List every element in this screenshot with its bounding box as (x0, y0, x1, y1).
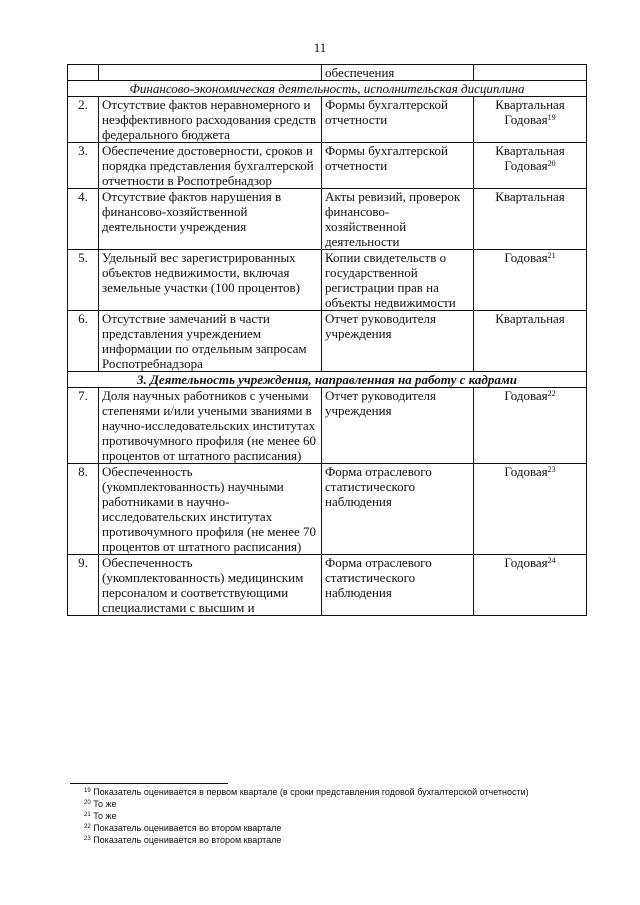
table-row (68, 97, 587, 143)
period-cell (474, 65, 587, 81)
indicator-cell: Обеспеченность (укомплектованность) медицинским персоналом и соответствующими специалистами с высшим и (99, 555, 322, 616)
row-number: 4. (68, 189, 99, 250)
footnote-reference: 20 (547, 159, 556, 168)
footnote (84, 834, 604, 846)
row-number: 6. (68, 311, 99, 372)
table-row (68, 464, 587, 555)
indicator-cell: Обеспечение достоверности, сроков и порядка представления бухгалтерской отчетности в Роспотребнадзор (99, 143, 322, 189)
footnote-text: Показатель оценивается в первом квартале (в сроки представления годовой бухгалтерской отчетности) (93, 787, 529, 797)
document-cell: Форма отраслевого статистического наблюдения (322, 464, 474, 555)
footnote-mark: 23 (84, 836, 91, 842)
footnote-mark: 22 (84, 824, 91, 830)
table-row (68, 555, 587, 616)
period-cell: Квартальная (474, 311, 587, 372)
row-number: 9. (68, 555, 99, 616)
indicator-cell: Доля научных работников с учеными степенями и/или учеными званиями в научно-исследовательских институтах противочумного профиля (не менее 60 процентов от штатного расписания) (99, 388, 322, 464)
footnote (84, 810, 604, 822)
table-row (68, 388, 587, 464)
indicator-cell (99, 65, 322, 81)
indicator-cell: Отсутствие фактов нарушения в финансово-хозяйственной деятельности учреждения (99, 189, 322, 250)
period-cell: Годовая$^{21}$ (474, 250, 587, 311)
section-header-row (68, 81, 587, 97)
footnote-divider (70, 783, 228, 784)
document-cell: Формы бухгалтерской отчетности (322, 143, 474, 189)
footnote-mark: 20 (84, 800, 91, 806)
table-row (68, 143, 587, 189)
footnote-text: Показатель оценивается во втором квартале (93, 835, 282, 845)
period-cell: Квартальная (474, 189, 587, 250)
footnote-reference: 23 (547, 465, 556, 474)
period-cell: Квартальная Годовая$^{19}$ (474, 97, 587, 143)
footnote-reference: 19 (547, 113, 556, 122)
period-cell: Годовая$^{24}$ (474, 555, 587, 616)
indicator-cell: Обеспеченность (укомплектованность) научными работниками в научно-исследовательских институтах противочумного профиля (не менее 70 процентов от штатного расписания) (99, 464, 322, 555)
indicators-table (67, 64, 587, 616)
section-title: Финансово-экономическая деятельность, исполнительская дисциплина (68, 81, 587, 97)
document-cell: Форма отраслевого статистического наблюдения (322, 555, 474, 616)
indicator-cell: Отсутствие фактов неравномерного и неэффективного расходования средств федерального бюджета (99, 97, 322, 143)
table-row (68, 65, 587, 81)
row-number: 8. (68, 464, 99, 555)
row-number: 5. (68, 250, 99, 311)
footnote-mark: 21 (84, 812, 91, 818)
footnote-text: Показатель оценивается во втором квартале (93, 823, 282, 833)
document-cell: Отчет руководителя учреждения (322, 311, 474, 372)
footnote-reference: 21 (547, 251, 556, 260)
row-number: 3. (68, 143, 99, 189)
period-cell: Годовая$^{23}$ (474, 464, 587, 555)
section-header-row (68, 372, 587, 388)
footnote-reference: 22 (547, 389, 556, 398)
footnotes (84, 786, 604, 846)
row-number: 2. (68, 97, 99, 143)
row-number (68, 65, 99, 81)
table-row (68, 311, 587, 372)
page-number: 11 (313, 40, 327, 55)
row-number: 7. (68, 388, 99, 464)
footnote-reference: 24 (547, 556, 556, 565)
footnote (84, 822, 604, 834)
document-cell: Копии свидетельств о государственной регистрации прав на объекты недвижимости (322, 250, 474, 311)
footnote-mark: 19 (84, 788, 91, 794)
period-cell: Годовая$^{22}$ (474, 388, 587, 464)
footnote (84, 798, 604, 810)
footnote (84, 786, 604, 798)
footnote-text: То же (93, 799, 117, 809)
document-cell: Отчет руководителя учреждения (322, 388, 474, 464)
document-cell: обеспечения (322, 65, 474, 81)
table-row (68, 250, 587, 311)
document-cell: Формы бухгалтерской отчетности (322, 97, 474, 143)
table-row (68, 189, 587, 250)
period-cell: Квартальная Годовая$^{20}$ (474, 143, 587, 189)
section-title: 3. Деятельность учреждения, направленная на работу с кадрами (68, 372, 587, 388)
footnote-text: То же (93, 811, 117, 821)
indicator-cell: Удельный вес зарегистрированных объектов недвижимости, включая земельные участки (100 процентов) (99, 250, 322, 311)
document-cell: Акты ревизий, проверок финансово-хозяйственной деятельности (322, 189, 474, 250)
indicator-cell: Отсутствие замечаний в части представления учреждением информации по отдельным запросам Роспотребнадзора (99, 311, 322, 372)
